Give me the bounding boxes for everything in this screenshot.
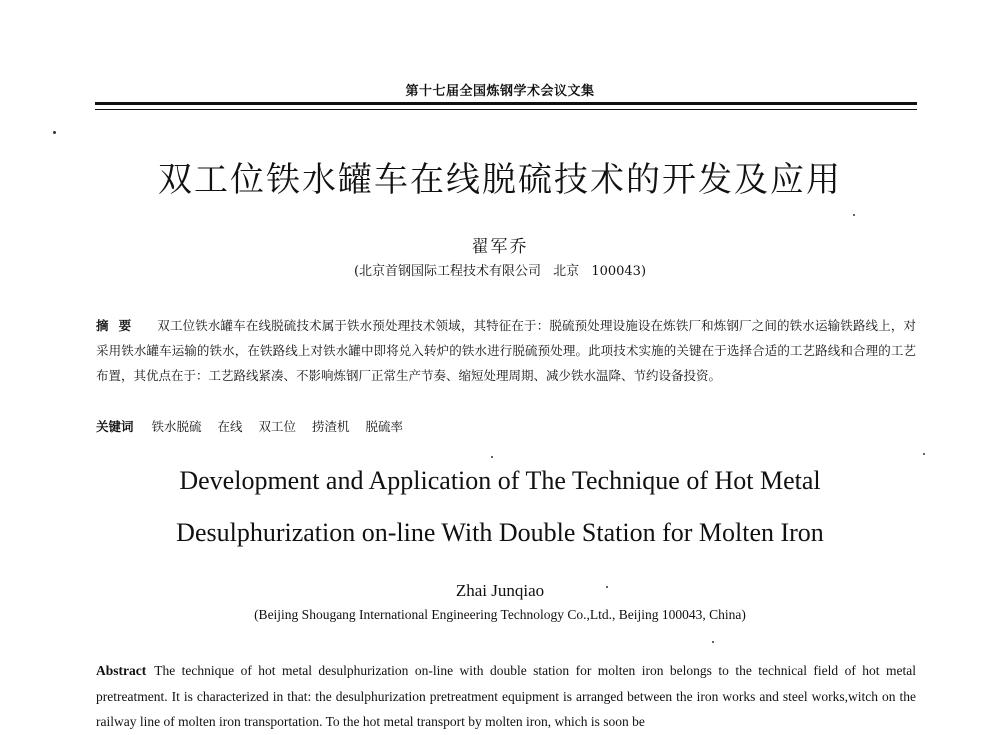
scan-speck xyxy=(923,453,925,455)
abstract-en-text: The technique of hot metal desulphurization on-line with double station for molten iron belongs to the technical field of hot metal pretreatment. It is characterized in that: the desulphurization pretreatment equipment is arranged between the iron works and steel works,witch on the railway line of molten iron transportation. To the hot metal transport by molten iron, which is soon be xyxy=(96,663,916,729)
header-rule-thick xyxy=(95,102,917,105)
chinese-abstract xyxy=(96,313,916,388)
chinese-affiliation xyxy=(0,260,1000,279)
english-abstract xyxy=(96,658,916,735)
english-title-line-1: Development and Application of The Technique of Hot Metal xyxy=(179,466,821,495)
scan-speck xyxy=(606,586,608,588)
running-header: 第十七届全国炼钢学术会议文集 xyxy=(405,84,595,99)
keyword-item: 脱硫率 xyxy=(365,419,404,434)
header-rule-thin xyxy=(95,109,917,110)
english-title-line-2: Desulphurization on-line With Double Station for Molten Iron xyxy=(176,518,824,547)
chinese-title: 双工位铁水罐车在线脱硫技术的开发及应用 xyxy=(158,160,842,200)
abstract-en-label: Abstract xyxy=(96,663,147,678)
affiliation-postcode: 100043) xyxy=(591,264,647,279)
keyword-item: 铁水脱硫 xyxy=(151,419,202,434)
scan-speck xyxy=(491,456,493,458)
english-author: Zhai Junqiao xyxy=(455,581,545,600)
keywords-label: 关键词 xyxy=(96,419,134,434)
scan-speck xyxy=(853,214,855,216)
scan-speck xyxy=(712,641,714,643)
chinese-keywords xyxy=(96,417,916,435)
abstract-cn-label: 摘要 xyxy=(96,318,142,333)
keyword-item: 在线 xyxy=(217,419,243,434)
affiliation-city: 北京 xyxy=(553,264,580,279)
abstract-cn-text: 双工位铁水罐车在线脱硫技术属于铁水预处理技术领域，其特征在于：脱硫预处理设施设在炼铁厂和炼钢厂之间的铁水运输铁路线上，对采用铁水罐车运输的铁水，在铁路线上对铁水罐中即将兑入转炉的铁水进行脱硫预处理。此项技术实施的关键在于选择合适的工艺路线和合理的工艺布置，其优点在于：工艺路线紧凑、不影响炼钢厂正常生产节奏、缩短处理周期、减少铁水温降、节约设备投资。 xyxy=(96,318,916,383)
keyword-item: 捞渣机 xyxy=(312,419,350,434)
affiliation-org: (北京首钢国际工程技术有限公司 xyxy=(353,264,542,279)
english-affiliation: (Beijing Shougang International Engineering Technology Co.,Ltd., Beijing 100043, China) xyxy=(254,607,746,622)
chinese-author: 翟军乔 xyxy=(471,237,529,257)
scan-speck xyxy=(53,131,56,134)
keyword-item: 双工位 xyxy=(258,419,297,434)
